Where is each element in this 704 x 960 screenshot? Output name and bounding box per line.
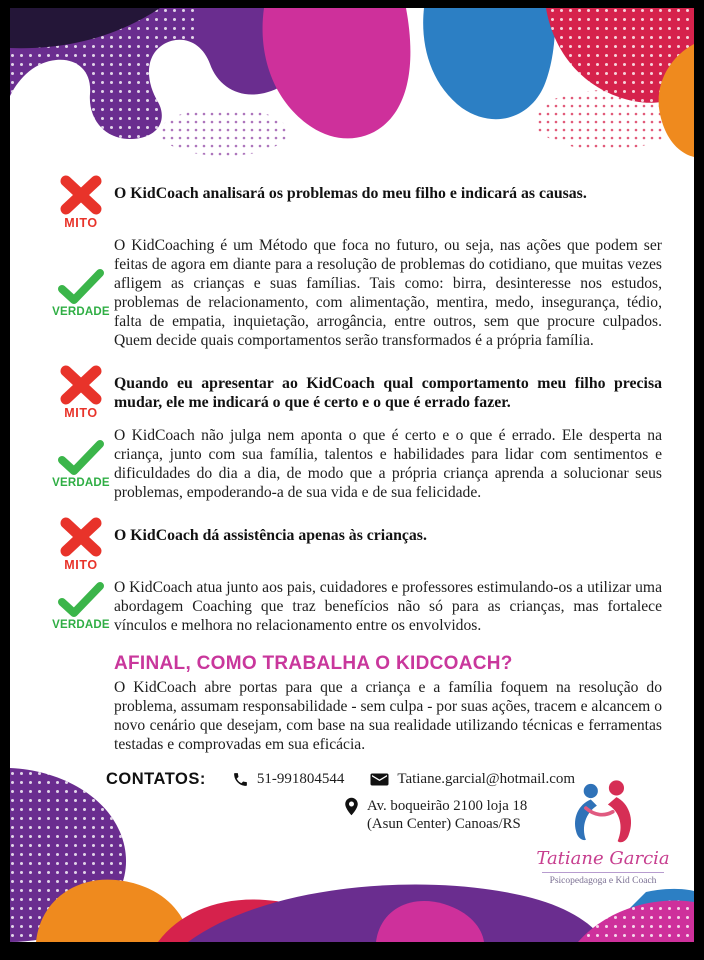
myth-row — [48, 365, 662, 420]
myth-statement: Quando eu apresentar ao KidCoach qual comportamento meu filho precisa mudar, ele me indicará o que é certo e o que é errado fazer. — [114, 375, 662, 411]
email-icon — [370, 772, 389, 787]
truth-badge — [48, 578, 114, 635]
phone-number: 51-991804544 — [256, 771, 345, 787]
myth-badge — [48, 365, 114, 420]
brand-divider — [542, 872, 664, 873]
truth-check-icon — [58, 582, 104, 618]
truth-row — [48, 578, 662, 635]
address-line-1: Av. boqueirão 2100 loja 18 — [367, 798, 528, 814]
truth-row — [48, 236, 662, 350]
myth-label: MITO — [64, 216, 98, 230]
truth-paragraph: O KidCoach não julga nem aponta o que é certo e o que é errado. Ele desperta na criança, junto com sua família, talentos e habilidades para lidar com sentimentos e dificuldades do dia a dia, de modo que a própria criança aprenda a solucionar seus problemas, empoderando-a de sua vida e de sua felicidade. — [114, 427, 662, 501]
myth-x-icon — [59, 175, 103, 215]
closing-paragraph: O KidCoach abre portas para que a criança e a família foquem na resolução do problema, assumam responsabilidade - sem culpa - por suas ações, tracem e alcancem o novo cenário que desejam, com base na sua realidade utilizando técnicas e ferramentas testadas e comprovadas em sua eficácia. — [114, 679, 662, 753]
truth-label: VERDADE — [52, 305, 110, 318]
truth-check-icon — [58, 440, 104, 476]
address — [367, 797, 527, 833]
myth-statement: O KidCoach analisará os problemas do meu filho e indicará as causas. — [114, 185, 587, 202]
myth-badge — [48, 175, 114, 230]
truth-badge — [48, 236, 114, 350]
myth-badge — [48, 517, 114, 572]
myth-row — [48, 175, 662, 230]
brand-logo — [536, 780, 670, 886]
myth-statement: O KidCoach dá assistência apenas às crianças. — [114, 527, 427, 544]
phone-icon — [232, 771, 249, 788]
truth-paragraph: O KidCoach atua junto aos pais, cuidadores e professores estimulando-os a utilizar uma abordagem Coaching que traz benefícios não só para as crianças, mas fortalece vínculos e melhora no relacionamento entre os envolvidos. — [114, 579, 662, 634]
flyer-page — [10, 8, 694, 942]
contacts-label: CONTATOS: — [106, 770, 206, 788]
closing-heading: AFINAL, COMO TRABALHA O KIDCOACH? — [114, 653, 513, 674]
truth-check-icon — [58, 269, 104, 305]
myth-label: MITO — [64, 558, 98, 572]
brand-name: Tatiane Garcia — [536, 848, 670, 869]
phone-contact — [232, 771, 345, 788]
email-address: Tatiane.garcial@hotmail.com — [397, 771, 576, 787]
myth-label: MITO — [64, 406, 98, 420]
address-line-2: (Asun Center) Canoas/RS — [367, 816, 521, 832]
location-pin-icon — [344, 797, 359, 816]
truth-row — [48, 426, 662, 502]
brand-figures-icon — [563, 780, 643, 846]
myth-x-icon — [59, 517, 103, 557]
truth-badge — [48, 426, 114, 502]
truth-label: VERDADE — [52, 619, 110, 631]
brand-subtitle: Psicopedagoga e Kid Coach — [549, 876, 657, 886]
flyer-content — [10, 8, 694, 833]
truth-label: VERDADE — [52, 476, 110, 489]
myth-row — [48, 517, 662, 572]
myth-x-icon — [59, 365, 103, 405]
truth-paragraph: O KidCoaching é um Método que foca no futuro, ou seja, nas ações que podem ser feitas de agora em diante para a resolução de problemas do cotidiano, que muitas vezes afligem as crianças e suas famílias. Tais como: birra, desinteresse nos estudos, problemas de relacionamento, com alimentação, mentira, medo, insegurança, tédio, falta de empatia, inquietação, arrogância, entre outros, sem que procure culpados. Quem decide quais comportamentos serão transformados é a própria família. — [114, 237, 662, 349]
